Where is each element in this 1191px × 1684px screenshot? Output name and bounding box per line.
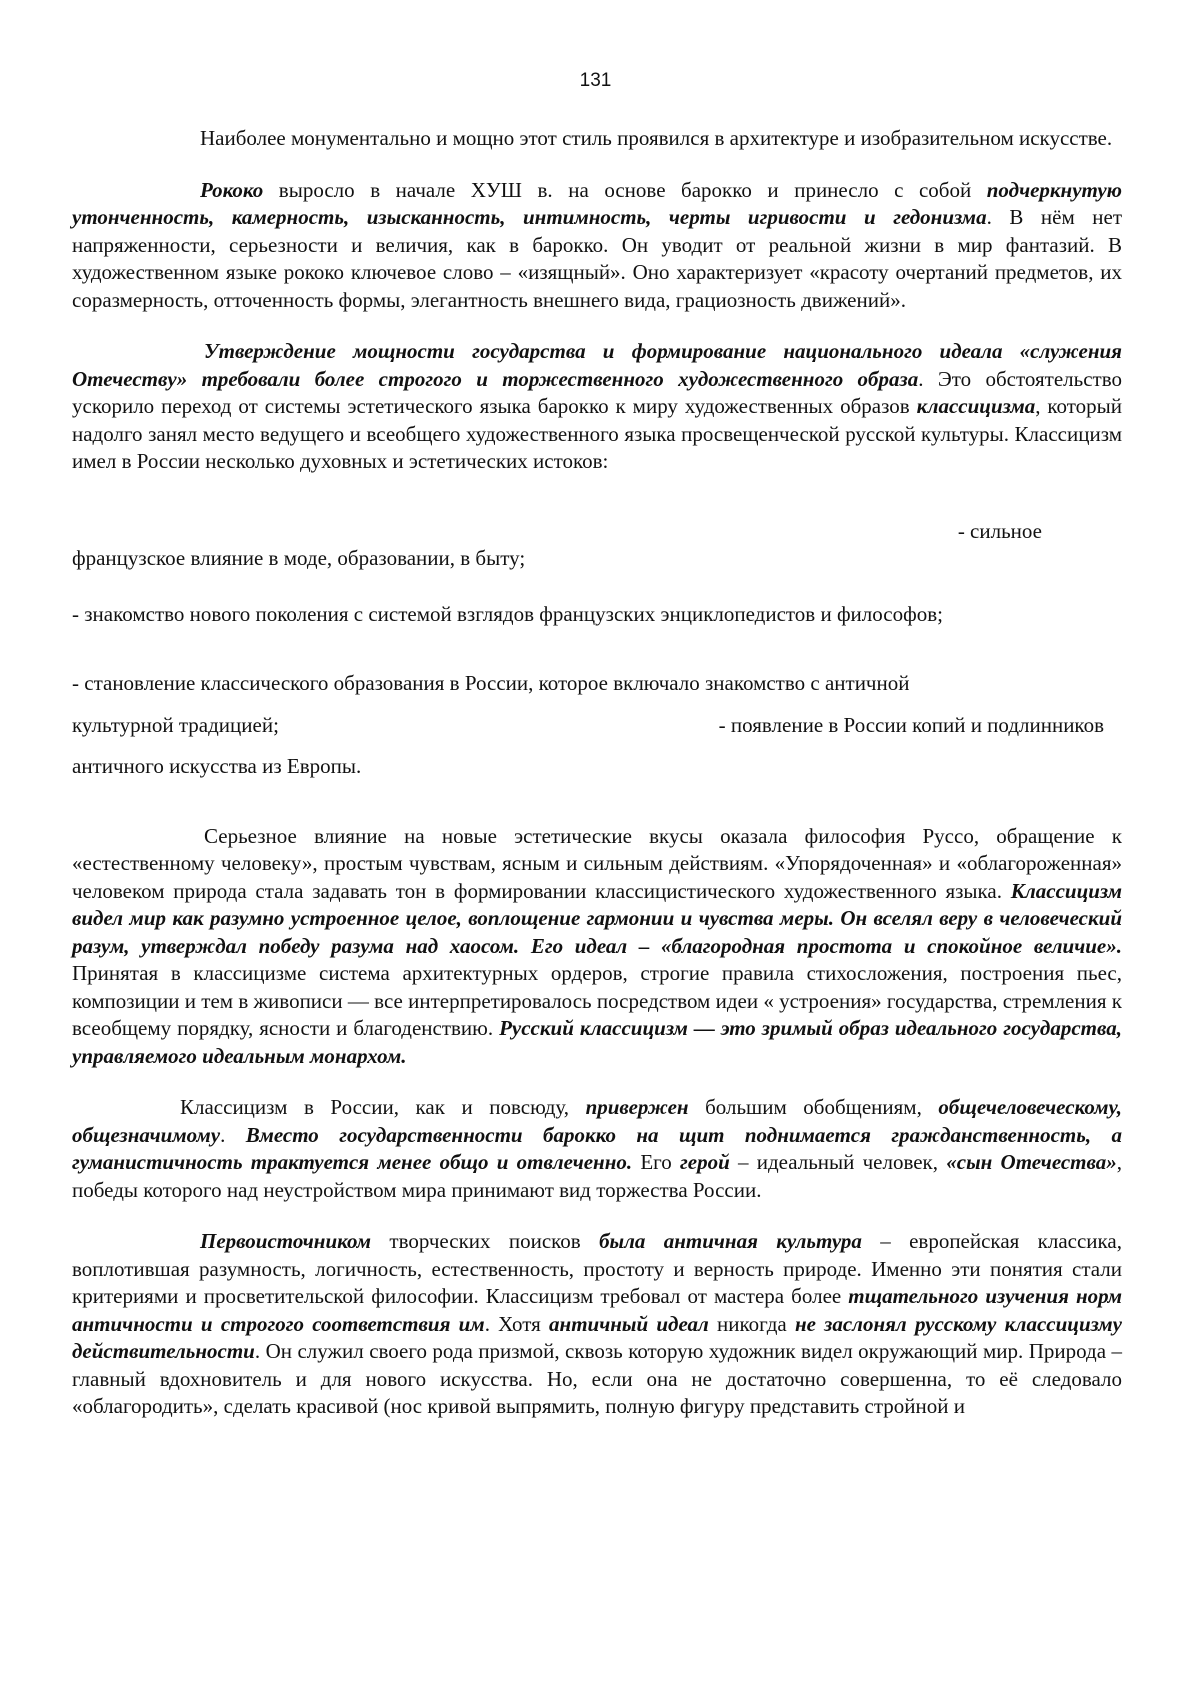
paragraph-text: . [220, 1122, 246, 1147]
paragraph-classicism-origin [72, 338, 1122, 476]
list-item-text: - появление в России копий и подлинников [718, 712, 1104, 737]
emphasis-text: античный идеал [549, 1311, 709, 1336]
list-item [72, 545, 1122, 573]
page-number: 131 [579, 70, 612, 91]
paragraph-text: никогда [708, 1311, 795, 1336]
list-item-text: французское влияние в моде, образовании, в быту; [72, 546, 526, 570]
emphasis-text: Утверждение мощности государства и формирование национального идеала «служения Отечеству» требовали более строгого и торжественного художественного образа [72, 339, 1122, 391]
paragraph-classicism-russia [72, 1094, 1122, 1204]
emphasis-text: подчеркнутую утонченность, камерность, изысканность, интимность, черты игривости и гедонизма [72, 177, 1122, 229]
paragraph-text: большим обобщениям, [688, 1095, 939, 1119]
paragraph-text: , победы которого над неустройством мира принимают вид торжества России. [72, 1150, 1123, 1202]
paragraph-text: . В нём нет напряженности, серьезности и величия, как в барокко. Он уводит от реальной жизни в мир фантазий. В художественном языке рококо ключевое слово – «изящный». Оно характеризует «красоту очертаний предметов, их соразмерность, отточенность формы, элегантность внешнего вида, грациозность движений». [72, 205, 1123, 312]
list-item [72, 670, 1122, 698]
paragraph-text: . Он служил своего рода призмой, сквозь которую художник видел окружающий мир. Природа – главный вдохновитель и для нового искусства. Но, если она не достаточно совершенна, то её следовало «облагородить», сделать красивой (нос кривой выпрямить, полную фигуру представить стройной и [72, 1339, 1122, 1418]
paragraph-text: – европейская классика, воплотившая разумность, логичность, естественность, простоту и верность природе. Именно эти понятия стали критериями и просветительской философии. Классицизм требовал от мастера более [72, 1229, 1122, 1308]
term-rococo: Рококо [200, 177, 264, 202]
emphasis-text: Первоисточником [200, 1229, 372, 1253]
list-item-text: культурной традицией; [72, 712, 279, 737]
paragraph-rococo [72, 177, 1122, 315]
emphasis-text: общечеловеческому, общезначимому [72, 1095, 1122, 1147]
paragraph-text: творческих поисков [371, 1229, 600, 1253]
paragraph-text: . Хотя [484, 1311, 550, 1336]
emphasis-text: Вместо государственности барокко на щит поднимается гражданственность, а гуманистичность трактуется менее общо и отвлеченно. [72, 1122, 1123, 1174]
list-item [72, 712, 1122, 740]
list-item-text: - знакомство нового поколения с системой взглядов французских энциклопедистов и философов; [72, 601, 943, 626]
list-item-text: античного искусства из Европы. [72, 754, 362, 778]
term-classicism: классицизма [916, 394, 1036, 418]
emphasis-text: Классицизм видел мир как разумно устроенное целое, воплощение гармонии и чувства меры. Он вселял веру в человеческий разум, утверждал победу разума над хаосом. Его идеал – «благородная простота и спокойное величие». [72, 878, 1122, 958]
paragraph-antiquity [72, 1228, 1122, 1421]
paragraph-text: Серьезное влияние на новые эстетические вкусы оказала философия Руссо, обращение к «естественному человеку», простым чувствам, ясным и сильным действиям. «Упорядоченная» и «облагороженная» человеком природа стала задавать тон в формировании классицистического художественного языка. [72, 823, 1122, 903]
emphasis-text: Русский классицизм — это зримый образ идеального государства, управляемого идеальным монархом. [72, 1016, 1122, 1068]
list-item-text: - становление классического образования в России, которое включало знакомство с античной [72, 671, 910, 695]
paragraph-text: – идеальный человек, [729, 1150, 947, 1174]
list-item [72, 601, 1122, 629]
paragraph-text: , который надолго занял место ведущего и всеобщего художественного языка просвещенческой русской культуры. Классицизм имел в России несколько духовных и эстетических истоков: [72, 394, 1122, 473]
emphasis-text: тщательного изучения норм античности и строгого соответствия им [72, 1284, 1122, 1336]
emphasis-text: «сын Отечества» [946, 1150, 1117, 1174]
sources-list [72, 518, 1122, 781]
paragraph-text: Принятая в классицизме система архитектурных ордеров, строгие правила стихосложения, построения пьес, композиции и тем в живописи — все интерпретировалось посредством идеи « устроения» государства, стремления к всеобщему порядку, ясности и благоденствию. [72, 961, 1122, 1040]
emphasis-text: была античная культура [599, 1229, 862, 1253]
paragraph-architecture [72, 125, 1122, 153]
paragraph-text: Наиболее монументально и мощно этот стиль проявился в архитектуре и изобразительном искусстве. [200, 126, 1113, 150]
emphasis-text: привержен [585, 1095, 689, 1119]
list-item-text: - сильное [957, 518, 1042, 543]
paragraph-text: Его [632, 1150, 680, 1174]
paragraph-text: Классицизм в России, как и повсюду, [180, 1095, 586, 1119]
emphasis-text: не заслонял русскому классицизму действительности [72, 1311, 1123, 1363]
paragraph-rousseau [72, 823, 1122, 1071]
emphasis-text: герой [680, 1150, 730, 1174]
list-item [72, 518, 1122, 546]
paragraph-text: выросло в начале ХУШ в. на основе барокко и принесло с собой [263, 177, 987, 202]
page-body [72, 125, 1122, 1421]
list-item [72, 753, 1122, 781]
paragraph-text: . Это обстоятельство ускорило переход от системы эстетического языка барокко к миру художественных образов [72, 366, 1122, 418]
